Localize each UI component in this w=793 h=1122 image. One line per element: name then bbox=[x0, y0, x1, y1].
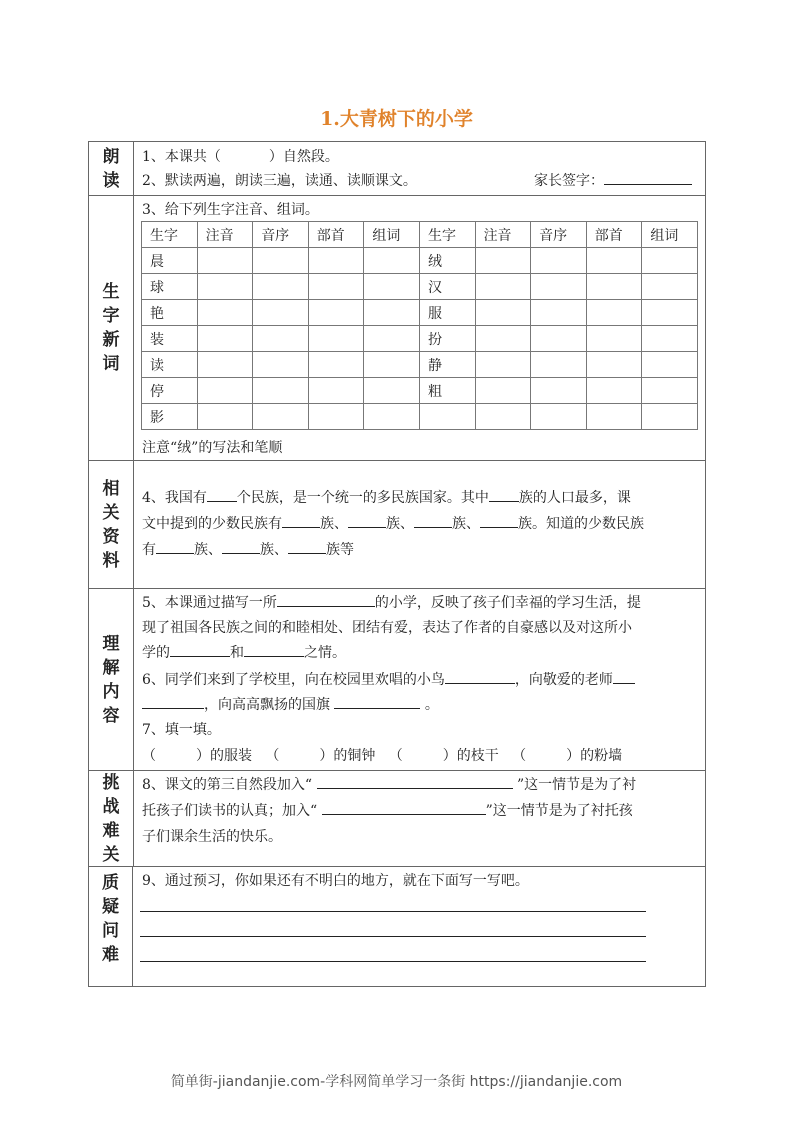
answer-cell[interactable] bbox=[308, 378, 364, 404]
column-header: 生字 bbox=[419, 222, 475, 248]
answer-cell[interactable] bbox=[475, 326, 531, 352]
challenge-content bbox=[134, 771, 705, 866]
table-row bbox=[142, 352, 698, 378]
label-char: 难 bbox=[102, 820, 120, 841]
q7-text: （ bbox=[512, 748, 527, 764]
label-char: 关 bbox=[102, 502, 120, 523]
answer-cell[interactable] bbox=[308, 274, 364, 300]
q5-text: 现了祖国各民族之间的和睦相处、团结有爱，表达了作者的自豪感以及对这所小 bbox=[142, 620, 632, 636]
answer-cell[interactable] bbox=[308, 300, 364, 326]
label-char: 朗 bbox=[102, 146, 120, 167]
column-header: 生字 bbox=[142, 222, 198, 248]
q5-text: 5、本课通过描写一所 bbox=[142, 595, 277, 611]
fill-blank[interactable] bbox=[282, 513, 320, 528]
label-char: 词 bbox=[102, 354, 120, 374]
answer-cell[interactable] bbox=[642, 300, 698, 326]
stroke-note: 注意“绒”的写法和笔顺 bbox=[142, 440, 283, 456]
fill-blank[interactable] bbox=[348, 513, 386, 528]
column-header: 组词 bbox=[642, 222, 698, 248]
label-char: 战 bbox=[102, 796, 120, 817]
answer-cell[interactable] bbox=[364, 378, 420, 404]
understanding-content bbox=[134, 589, 705, 770]
answer-cell[interactable] bbox=[253, 300, 309, 326]
answer-cell[interactable] bbox=[586, 248, 642, 274]
answer-cell[interactable] bbox=[253, 274, 309, 300]
q4-text: 有 bbox=[142, 542, 156, 558]
q4-text: 族、 bbox=[194, 542, 222, 558]
label-char: 挑 bbox=[102, 772, 120, 793]
answer-cell[interactable] bbox=[308, 352, 364, 378]
column-header: 音序 bbox=[253, 222, 309, 248]
fill-blank[interactable] bbox=[244, 642, 304, 657]
column-header: 组词 bbox=[364, 222, 420, 248]
answer-cell[interactable] bbox=[364, 352, 420, 378]
answer-cell[interactable] bbox=[364, 300, 420, 326]
q6-text: ，向高高飘扬的国旗 bbox=[204, 697, 330, 713]
label-char: 生 bbox=[102, 282, 120, 302]
q6-text: ，向敬爱的老师 bbox=[514, 672, 613, 688]
q7-text: 7、填一填。 bbox=[142, 722, 221, 738]
answer-cell[interactable] bbox=[642, 248, 698, 274]
q3-text: 3、给下列生字注音、组词。 bbox=[142, 202, 319, 218]
q8-text: ”这一情节是为了衬 bbox=[516, 777, 637, 793]
table-row bbox=[142, 404, 698, 430]
q6-text: 6、同学们来到了学校里，向在校园里欢唱的小鸟 bbox=[142, 672, 445, 688]
answer-cell[interactable] bbox=[197, 378, 253, 404]
answer-cell[interactable] bbox=[642, 404, 698, 430]
q1-suffix: ）自然段。 bbox=[268, 149, 339, 165]
answer-cell[interactable] bbox=[197, 248, 253, 274]
answer-cell[interactable] bbox=[475, 274, 531, 300]
answer-cell[interactable] bbox=[586, 352, 642, 378]
q7-item: ）的铜钟 bbox=[319, 748, 376, 764]
answer-cell[interactable] bbox=[364, 248, 420, 274]
answer-cell[interactable] bbox=[531, 378, 587, 404]
new-words-label bbox=[89, 196, 134, 460]
fill-blank[interactable] bbox=[222, 539, 260, 554]
answer-cell[interactable] bbox=[253, 326, 309, 352]
q5-text: 学的 bbox=[142, 645, 170, 661]
q4-text: 族、 bbox=[260, 542, 288, 558]
char-cell bbox=[419, 404, 475, 430]
answer-cell[interactable] bbox=[197, 274, 253, 300]
label-char: 解 bbox=[102, 657, 120, 678]
answer-cell[interactable] bbox=[531, 248, 587, 274]
page-title: 1.大青树下的小学 bbox=[320, 108, 473, 130]
column-header: 音序 bbox=[531, 222, 587, 248]
q5-text: 之情。 bbox=[304, 645, 346, 661]
label-char: 新 bbox=[102, 330, 120, 350]
answer-cell[interactable] bbox=[531, 274, 587, 300]
answer-cell[interactable] bbox=[531, 326, 587, 352]
label-char: 疑 bbox=[102, 897, 119, 917]
q2-text: 2、默读两遍，朗读三遍，读通、读顺课文。 bbox=[142, 173, 417, 189]
label-char: 质 bbox=[102, 873, 119, 893]
fill-blank[interactable] bbox=[489, 487, 519, 502]
writing-line[interactable] bbox=[140, 910, 646, 912]
materials-section bbox=[89, 461, 705, 589]
column-header: 注音 bbox=[475, 222, 531, 248]
label-char: 容 bbox=[102, 705, 120, 726]
answer-cell[interactable] bbox=[586, 404, 642, 430]
understanding-label bbox=[89, 589, 134, 770]
char-cell: 绒 bbox=[419, 248, 475, 274]
char-cell: 粗 bbox=[419, 378, 475, 404]
q8-text: 子们课余生活的快乐。 bbox=[142, 829, 282, 845]
q5-text: 和 bbox=[230, 645, 244, 661]
answer-cell[interactable] bbox=[642, 326, 698, 352]
answer-cell[interactable] bbox=[475, 300, 531, 326]
q8-text: ”这一情节是为了衬托孩 bbox=[485, 803, 633, 819]
table-row bbox=[142, 248, 698, 274]
answer-cell[interactable] bbox=[642, 378, 698, 404]
fill-blank[interactable] bbox=[170, 642, 230, 657]
label-char: 资 bbox=[102, 526, 120, 547]
label-char: 字 bbox=[102, 306, 120, 326]
q5-text: 的小学，反映了孩子们幸福的学习生活，提 bbox=[374, 595, 641, 611]
char-cell: 艳 bbox=[142, 300, 198, 326]
answer-cell[interactable] bbox=[475, 378, 531, 404]
char-cell: 读 bbox=[142, 352, 198, 378]
q7-item: ）的粉墙 bbox=[566, 748, 623, 764]
writing-line[interactable] bbox=[140, 935, 646, 937]
answer-cell[interactable] bbox=[253, 248, 309, 274]
materials-label bbox=[89, 461, 134, 588]
column-header: 注音 bbox=[197, 222, 253, 248]
answer-cell[interactable] bbox=[475, 352, 531, 378]
fill-blank[interactable] bbox=[445, 669, 515, 684]
q4-text: 族。知道的少数民族 bbox=[518, 516, 644, 532]
answer-cell[interactable] bbox=[586, 378, 642, 404]
answer-cell[interactable] bbox=[531, 352, 587, 378]
fill-blank[interactable] bbox=[277, 592, 375, 607]
footer-watermark: 简单街-jiandanjie.com-学科网简单学习一条街 https://jiandanjie.com bbox=[170, 1074, 623, 1090]
challenge-section bbox=[89, 771, 705, 867]
q7-text: （ bbox=[265, 748, 280, 764]
q4-text: 个民族，是一个统一的多民族国家。其中 bbox=[236, 490, 489, 506]
writing-line[interactable] bbox=[140, 960, 646, 962]
q7-text: （ bbox=[142, 748, 156, 764]
q7-item: ）的服装 bbox=[196, 748, 252, 764]
char-cell: 汉 bbox=[419, 274, 475, 300]
q4-text: 族、 bbox=[320, 516, 348, 532]
answer-cell[interactable] bbox=[364, 274, 420, 300]
q1-prefix: 1、本课共（ bbox=[142, 149, 221, 165]
answer-cell[interactable] bbox=[253, 378, 309, 404]
char-cell: 装 bbox=[142, 326, 198, 352]
label-char: 问 bbox=[102, 921, 119, 941]
q4-text: 族、 bbox=[452, 516, 480, 532]
answer-cell[interactable] bbox=[364, 404, 420, 430]
char-cell: 扮 bbox=[419, 326, 475, 352]
fill-blank[interactable] bbox=[334, 694, 420, 709]
label-char: 内 bbox=[102, 681, 120, 702]
answer-cell[interactable] bbox=[197, 404, 253, 430]
char-cell: 晨 bbox=[142, 248, 198, 274]
q4-text: 4、我国有 bbox=[142, 490, 207, 506]
q4-text: 文中提到的少数民族有 bbox=[142, 516, 282, 532]
reading-content bbox=[134, 142, 705, 195]
column-header: 部首 bbox=[586, 222, 642, 248]
answer-cell[interactable] bbox=[253, 404, 309, 430]
questions-label bbox=[89, 867, 133, 986]
questions-content bbox=[134, 867, 705, 986]
q4-text: 族的人口最多，课 bbox=[518, 490, 631, 506]
char-cell: 停 bbox=[142, 378, 198, 404]
answer-cell[interactable] bbox=[197, 300, 253, 326]
label-char: 关 bbox=[102, 844, 120, 865]
label-char: 理 bbox=[102, 633, 120, 654]
fill-blank[interactable] bbox=[142, 694, 204, 709]
fill-blank[interactable] bbox=[414, 513, 452, 528]
q4-text: 族、 bbox=[386, 516, 414, 532]
answer-cell[interactable] bbox=[308, 248, 364, 274]
q4-text: 族等 bbox=[326, 542, 354, 558]
reading-label bbox=[89, 142, 134, 195]
answer-cell[interactable] bbox=[253, 352, 309, 378]
table-row bbox=[142, 274, 698, 300]
char-cell: 球 bbox=[142, 274, 198, 300]
new-words-content bbox=[134, 196, 705, 460]
q7-text: （ bbox=[388, 748, 403, 764]
table-row bbox=[142, 300, 698, 326]
char-cell: 服 bbox=[419, 300, 475, 326]
answer-cell[interactable] bbox=[586, 326, 642, 352]
label-char: 读 bbox=[102, 170, 120, 191]
table-header-row bbox=[142, 222, 698, 248]
answer-cell[interactable] bbox=[197, 326, 253, 352]
fill-blank[interactable] bbox=[317, 774, 513, 789]
label-char: 难 bbox=[102, 945, 119, 965]
questions-section bbox=[89, 867, 705, 986]
fill-blank[interactable] bbox=[156, 539, 194, 554]
answer-cell[interactable] bbox=[586, 300, 642, 326]
answer-cell[interactable] bbox=[197, 352, 253, 378]
answer-cell[interactable] bbox=[586, 274, 642, 300]
answer-cell[interactable] bbox=[475, 404, 531, 430]
fill-blank[interactable] bbox=[288, 539, 326, 554]
q7-item: ）的枝干 bbox=[442, 748, 499, 764]
answer-cell[interactable] bbox=[642, 274, 698, 300]
answer-cell[interactable] bbox=[308, 404, 364, 430]
char-cell: 影 bbox=[142, 404, 198, 430]
worksheet-table bbox=[88, 141, 706, 987]
fill-blank[interactable] bbox=[322, 800, 486, 815]
label-char: 相 bbox=[102, 478, 120, 499]
label-char: 料 bbox=[102, 550, 120, 571]
fill-blank[interactable] bbox=[207, 487, 237, 502]
answer-cell[interactable] bbox=[364, 326, 420, 352]
answer-cell[interactable] bbox=[531, 404, 587, 430]
table-row bbox=[142, 326, 698, 352]
q8-text: 8、课文的第三自然段加入“ bbox=[142, 777, 313, 793]
characters-table bbox=[141, 221, 698, 430]
materials-content bbox=[134, 461, 705, 588]
challenge-label bbox=[89, 771, 134, 866]
understanding-section bbox=[89, 589, 705, 771]
q6-text: 。 bbox=[424, 697, 439, 713]
new-words-section bbox=[89, 196, 705, 461]
parent-sign-label: 家长签字： bbox=[534, 173, 604, 189]
q9-text: 9、通过预习，你如果还有不明白的地方，就在下面写一写吧。 bbox=[142, 873, 529, 889]
reading-section bbox=[89, 142, 705, 196]
fill-blank[interactable] bbox=[480, 513, 518, 528]
answer-cell[interactable] bbox=[308, 326, 364, 352]
char-cell: 静 bbox=[419, 352, 475, 378]
q8-text: 托孩子们读书的认真；加入“ bbox=[142, 803, 318, 819]
parent-sign-field[interactable] bbox=[604, 170, 692, 185]
column-header: 部首 bbox=[308, 222, 364, 248]
table-row bbox=[142, 378, 698, 404]
answer-cell[interactable] bbox=[642, 352, 698, 378]
answer-cell[interactable] bbox=[475, 248, 531, 274]
answer-cell[interactable] bbox=[531, 300, 587, 326]
fill-blank[interactable] bbox=[613, 669, 635, 684]
